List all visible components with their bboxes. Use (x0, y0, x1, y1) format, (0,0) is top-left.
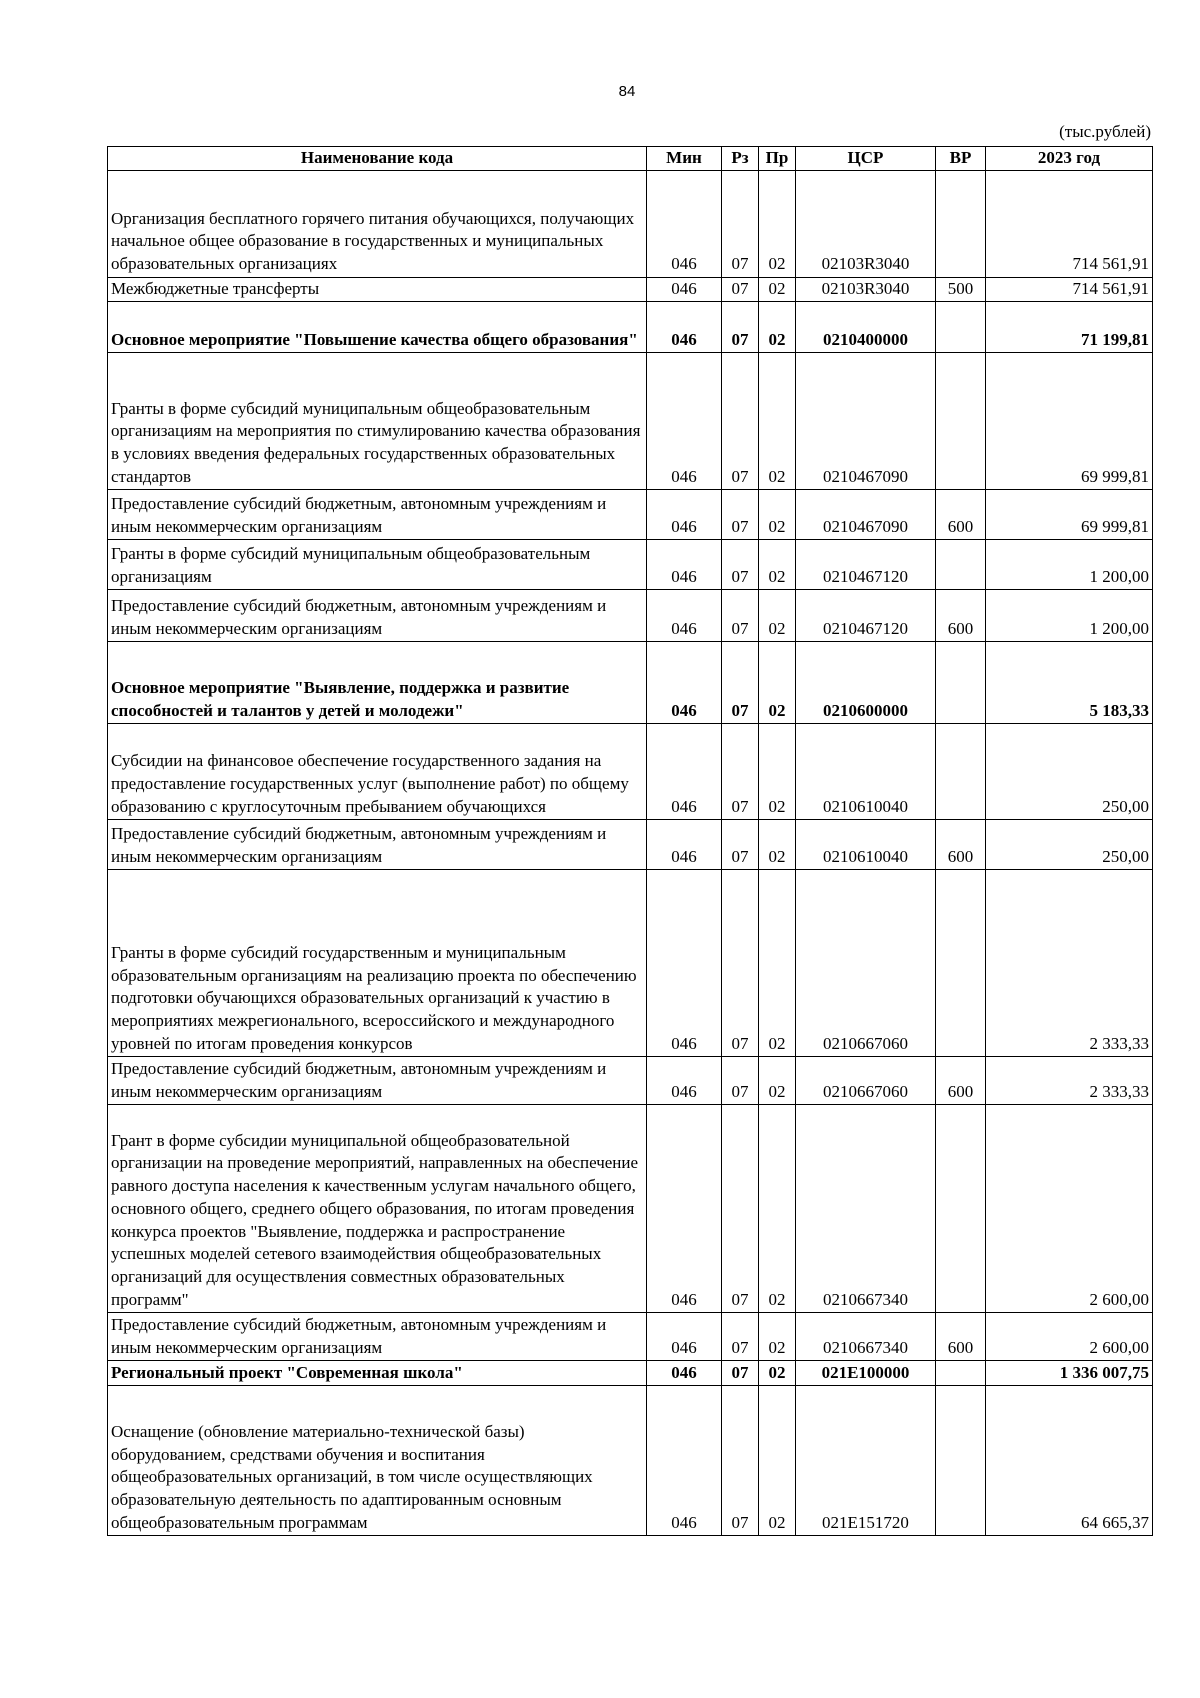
row-sum: 1 200,00 (986, 540, 1153, 590)
row-rz: 07 (722, 353, 759, 490)
row-vr: 600 (936, 590, 986, 642)
row-sum: 69 999,81 (986, 353, 1153, 490)
table-row (108, 642, 1153, 724)
row-pr: 02 (759, 1361, 796, 1386)
row-min: 046 (647, 820, 722, 870)
row-sum: 69 999,81 (986, 490, 1153, 540)
row-min: 046 (647, 1105, 722, 1313)
row-rz: 07 (722, 1386, 759, 1536)
row-pr: 02 (759, 724, 796, 820)
page-number: 84 (618, 83, 636, 100)
row-pr: 02 (759, 642, 796, 724)
row-min: 046 (647, 590, 722, 642)
row-name: Оснащение (обновление материально-технической базы) оборудованием, средствами обучения и воспитания общеобразовательных организаций, в том числе осуществляющих образовательную деятельность по адаптированным основным общеобразовательным программам (108, 1386, 647, 1536)
row-name: Предоставление субсидий бюджетным, автономным учреждениям и иным некоммерческим организациям (108, 820, 647, 870)
row-name: Предоставление субсидий бюджетным, автономным учреждениям и иным некоммерческим организациям (108, 490, 647, 540)
row-name: Предоставление субсидий бюджетным, автономным учреждениям и иным некоммерческим организациям (108, 1057, 647, 1105)
row-sum: 71 199,81 (986, 302, 1153, 353)
row-name: Гранты в форме субсидий муниципальным общеобразовательным организациям на мероприятия по стимулированию качества образования в условиях введения федеральных государственных образовательных стандартов (108, 353, 647, 490)
row-min: 046 (647, 540, 722, 590)
row-rz: 07 (722, 302, 759, 353)
table-row (108, 724, 1153, 820)
header-min: Мин (647, 147, 722, 171)
row-pr: 02 (759, 277, 796, 302)
table-row (108, 302, 1153, 353)
row-rz: 07 (722, 724, 759, 820)
row-rz: 07 (722, 1105, 759, 1313)
row-sum: 2 600,00 (986, 1313, 1153, 1361)
row-vr: 600 (936, 490, 986, 540)
row-csr: 0210467090 (796, 353, 936, 490)
row-min: 046 (647, 870, 722, 1057)
row-sum: 250,00 (986, 724, 1153, 820)
row-sum: 1 336 007,75 (986, 1361, 1153, 1386)
table-row (108, 1313, 1153, 1361)
units-note: (тыс.рублей) (1059, 122, 1151, 141)
row-csr: 0210467090 (796, 490, 936, 540)
row-csr: 0210610040 (796, 724, 936, 820)
row-vr: 600 (936, 1057, 986, 1105)
row-min: 046 (647, 353, 722, 490)
row-csr: 02103R3040 (796, 277, 936, 302)
row-pr: 02 (759, 302, 796, 353)
row-csr: 021E100000 (796, 1361, 936, 1386)
row-name: Субсидии на финансовое обеспечение государственного задания на предоставление государственных услуг (выполнение работ) по общему образованию с круглосуточным пребыванием обучающихся (108, 724, 647, 820)
row-pr: 02 (759, 590, 796, 642)
row-name: Межбюджетные трансферты (108, 277, 647, 302)
row-rz: 07 (722, 170, 759, 277)
row-csr: 0210467120 (796, 590, 936, 642)
row-rz: 07 (722, 590, 759, 642)
row-pr: 02 (759, 353, 796, 490)
row-csr: 0210400000 (796, 302, 936, 353)
row-pr: 02 (759, 1386, 796, 1536)
row-rz: 07 (722, 870, 759, 1057)
table-row (108, 590, 1153, 642)
row-vr (936, 1386, 986, 1536)
row-pr: 02 (759, 1057, 796, 1105)
row-csr: 0210467120 (796, 540, 936, 590)
table-row (108, 540, 1153, 590)
table-row (108, 1057, 1153, 1105)
row-rz: 07 (722, 642, 759, 724)
row-min: 046 (647, 302, 722, 353)
table-row (108, 870, 1153, 1057)
row-name: Основное мероприятие "Выявление, поддержка и развитие способностей и талантов у детей и молодежи" (108, 642, 647, 724)
row-pr: 02 (759, 1105, 796, 1313)
row-name: Основное мероприятие "Повышение качества общего образования" (108, 302, 647, 353)
header-sum: 2023 год (986, 147, 1153, 171)
row-name: Региональный проект "Современная школа" (108, 1361, 647, 1386)
row-vr (936, 353, 986, 490)
row-vr (936, 870, 986, 1057)
table-row (108, 1105, 1153, 1313)
row-sum: 64 665,37 (986, 1386, 1153, 1536)
row-vr (936, 540, 986, 590)
row-vr (936, 1361, 986, 1386)
header-csr: ЦСР (796, 147, 936, 171)
table-row (108, 490, 1153, 540)
row-min: 046 (647, 1057, 722, 1105)
header-name: Наименование кода (108, 147, 647, 171)
row-sum: 1 200,00 (986, 590, 1153, 642)
row-csr: 0210667060 (796, 1057, 936, 1105)
row-csr: 0210610040 (796, 820, 936, 870)
row-vr: 600 (936, 820, 986, 870)
row-name: Гранты в форме субсидий государственным и муниципальным образовательным организациям на реализацию проекта по обеспечению подготовки обучающихся образовательных организаций к участию в мероприятиях межрегионального, всероссийского и международного уровней по итогам проведения конкурсов (108, 870, 647, 1057)
row-min: 046 (647, 1361, 722, 1386)
row-min: 046 (647, 724, 722, 820)
row-name: Гранты в форме субсидий муниципальным общеобразовательным организациям (108, 540, 647, 590)
row-csr: 0210667340 (796, 1313, 936, 1361)
row-sum: 714 561,91 (986, 277, 1153, 302)
row-csr: 0210667340 (796, 1105, 936, 1313)
row-vr (936, 170, 986, 277)
row-min: 046 (647, 490, 722, 540)
row-vr (936, 642, 986, 724)
table-row (108, 353, 1153, 490)
row-name: Грант в форме субсидии муниципальной общеобразовательной организации на проведение мероприятий, направленных на обеспечение равного доступа населения к качественным услугам начального общего, основного общего, среднего общего образования, по итогам проведения конкурса проектов "Выявление, поддержка и распространение успешных моделей сетевого взаимодействия общеобразовательных организаций для осуществления совместных образовательных программ" (108, 1105, 647, 1313)
row-sum: 5 183,33 (986, 642, 1153, 724)
row-pr: 02 (759, 490, 796, 540)
row-name: Предоставление субсидий бюджетным, автономным учреждениям и иным некоммерческим организациям (108, 590, 647, 642)
row-min: 046 (647, 1386, 722, 1536)
table-row (108, 1361, 1153, 1386)
header-pr: Пр (759, 147, 796, 171)
row-sum: 250,00 (986, 820, 1153, 870)
budget-table (107, 146, 1153, 1536)
row-pr: 02 (759, 170, 796, 277)
row-sum: 2 333,33 (986, 1057, 1153, 1105)
row-min: 046 (647, 1313, 722, 1361)
row-vr (936, 302, 986, 353)
table-row (108, 170, 1153, 277)
row-vr: 500 (936, 277, 986, 302)
row-rz: 07 (722, 490, 759, 540)
header-row (108, 147, 1153, 171)
row-pr: 02 (759, 870, 796, 1057)
row-rz: 07 (722, 1313, 759, 1361)
table-row (108, 820, 1153, 870)
table-row (108, 277, 1153, 302)
row-sum: 714 561,91 (986, 170, 1153, 277)
row-rz: 07 (722, 540, 759, 590)
row-csr: 0210667060 (796, 870, 936, 1057)
row-rz: 07 (722, 1057, 759, 1105)
row-name: Организация бесплатного горячего питания обучающихся, получающих начальное общее образование в государственных и муниципальных образовательных организациях (108, 170, 647, 277)
row-sum: 2 333,33 (986, 870, 1153, 1057)
row-rz: 07 (722, 277, 759, 302)
row-sum: 2 600,00 (986, 1105, 1153, 1313)
row-vr (936, 724, 986, 820)
row-min: 046 (647, 642, 722, 724)
header-rz: Рз (722, 147, 759, 171)
row-vr (936, 1105, 986, 1313)
row-csr: 0210600000 (796, 642, 936, 724)
header-vr: ВР (936, 147, 986, 171)
row-rz: 07 (722, 1361, 759, 1386)
row-rz: 07 (722, 820, 759, 870)
row-vr: 600 (936, 1313, 986, 1361)
row-pr: 02 (759, 820, 796, 870)
table-row (108, 1386, 1153, 1536)
row-pr: 02 (759, 540, 796, 590)
row-name: Предоставление субсидий бюджетным, автономным учреждениям и иным некоммерческим организациям (108, 1313, 647, 1361)
row-pr: 02 (759, 1313, 796, 1361)
row-csr: 02103R3040 (796, 170, 936, 277)
row-csr: 021E151720 (796, 1386, 936, 1536)
row-min: 046 (647, 277, 722, 302)
row-min: 046 (647, 170, 722, 277)
